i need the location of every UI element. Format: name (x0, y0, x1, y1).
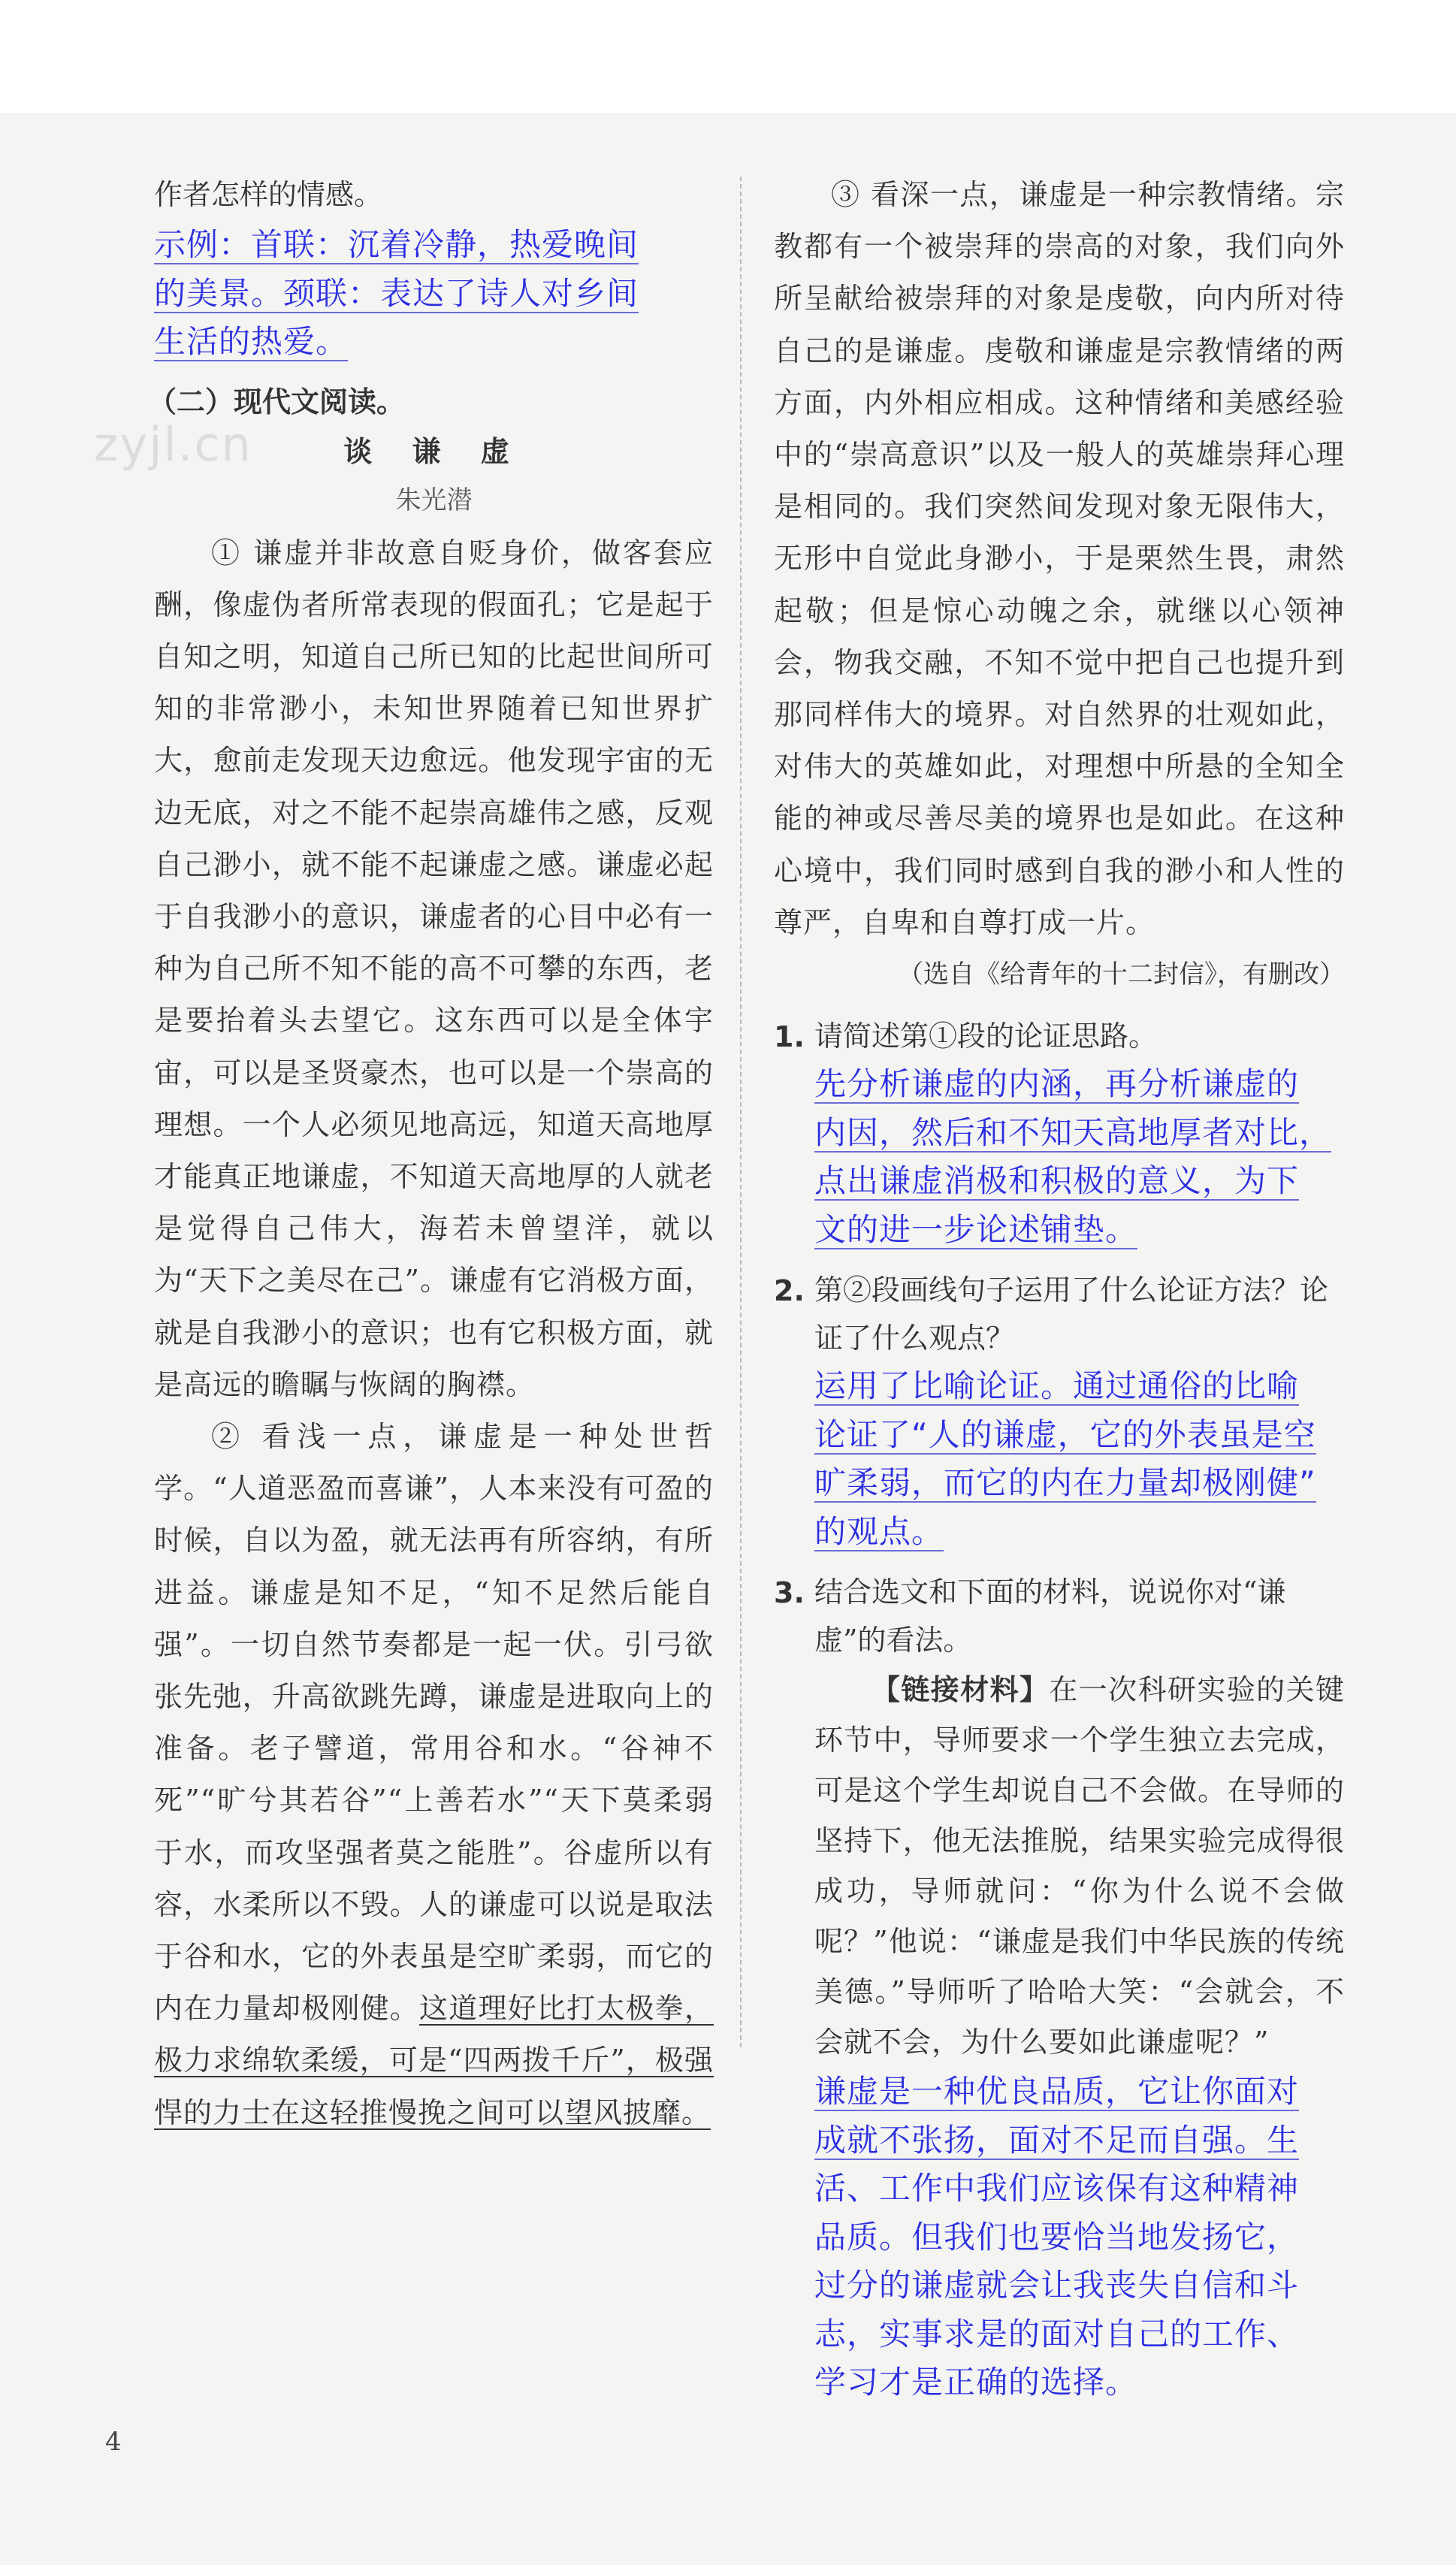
question-text: 第②段画线句子运用了什么论证方法？论证了什么观点？ (814, 1273, 1329, 1355)
answer-line: 学习才是正确的选择。 (814, 2364, 1138, 2401)
essay-title: 谈 谦 虚 (343, 434, 524, 468)
answer-line: 的美景。颈联：表达了诗人对乡间 (154, 274, 639, 312)
answer-line: 运用了比喻论证。通过通俗的比喻 (814, 1367, 1300, 1405)
example-answer (154, 221, 714, 367)
paragraph-2 (154, 1411, 714, 2139)
paragraph-3: ③ 看深一点，谦虚是一种宗教情绪。宗教都有一个被崇拜的崇高的对象，我们向外所呈献给被崇拜的对象是虔敬，向内所对待自己的是谦虚。虔敬和谦虚是宗教情绪的两方面，内外相应相成。这种情绪和美感经验中的“崇高意识”以及一般人的英雄崇拜心理是相同的。我们突然间发现对象无限伟大，无形中自觉此身渺小，于是栗然生畏，肃然起敬；但是惊心动魄之余，就继以心领神会，物我交融，不知不觉中把自己也提升到那同样伟大的境界。对自然界的壮观如此，对伟大的英雄如此，对理想中所悬的全知全能的神或尽善尽美的境界也是如此。在这种心境中，我们同时感到自我的渺小和人性的尊严，自卑和自尊打成一片。 (774, 178, 1345, 939)
question-number: 3. (774, 1576, 805, 1610)
left-column (148, 169, 714, 2139)
answer-line: 的观点。 (814, 1512, 944, 1550)
answer-line: 生活的热爱。 (154, 323, 349, 360)
answer-line: 品质。但我们也要恰当地发扬它， (814, 2218, 1300, 2255)
paragraph-1: ① 谦虚并非故意自贬身价，做客套应酬，像虚伪者所常表现的假面孔；它是起于自知之明，知道自己所已知的比起世间所可知的非常渺小，未知世界随着已知世界扩大，愈前走发现天边愈远。他发现宇宙的无边无底，对之不能不起崇高雄伟之感，反观自己渺小，就不能不起谦虚之感。谦虚必起于自我渺小的意识，谦虚者的心目中必有一种为自己所不知不能的高不可攀的东西，老是要抬着头去望它。这东西可以是全体宇宙，可以是圣贤豪杰，也可以是一个崇高的理想。一个人必须见地高远，知道天高地厚才能真正地谦虚，不知道天高地厚的人就老是觉得自己伟大，海若未曾望洋，就以为“天下之美尽在己”。谦虚有它消极方面，就是自我渺小的意识；也有它积极方面，就是高远的瞻瞩与恢阔的胸襟。 (154, 536, 714, 1401)
answer-line: 论证了“人的谦虚，它的外表虽是空 (814, 1415, 1316, 1453)
underlined-sentence: 这道理好比打太极拳，极力求绵软柔缓，可是“四两拨千斤”，极强悍的力士在这轻推慢挽之间可以望风披靡。 (154, 1992, 714, 2129)
watermark: zyjl.cn (94, 417, 252, 472)
question-2 (774, 1266, 1345, 1556)
page-top-band (0, 0, 1456, 113)
question-text: 请简述第①段的论证思路。 (814, 1020, 1158, 1053)
answer-line: 志，实事求是的面对自己的工作、 (814, 2315, 1300, 2352)
answer-line: 活、工作中我们应该保有这种精神 (814, 2170, 1300, 2207)
question-number: 2. (774, 1274, 805, 1308)
answer-line: 内因，然后和不知天高地厚者对比， (814, 1113, 1332, 1151)
question-text: 结合选文和下面的材料，说说你对“谦虚”的看法。 (814, 1576, 1286, 1657)
material-label: 【链接材料】 (871, 1672, 1050, 1707)
question-number: 1. (774, 1020, 805, 1054)
question-3 (774, 1568, 1345, 2407)
essay-author: 朱光潜 (395, 485, 473, 515)
column-divider (740, 177, 742, 2047)
intro-line: 作者怎样的情感。 (154, 178, 383, 211)
page-number: 4 (105, 2427, 122, 2457)
linked-material (814, 1664, 1345, 2068)
paragraph-2-text: ② 看浅一点，谦虚是一种处世哲学。“人道恶盈而喜谦”，人本来没有可盈的时候，自以为盈，就无法再有所容纳，有所进益。谦虚是知不足，“知不足然后能自强”。一切自然节奏都是一起一伏。引弓欲张先弛，升高欲跳先蹲，谦虚是进取向上的准备。老子譬道，常用谷和水。“谷神不死”“旷兮其若谷”“上善若水”“天下莫柔弱于水，而攻坚强者莫之能胜”。谷虚所以有容，水柔所以不毁。人的谦虚可以说是取法于谷和水，它的外表虽是空旷柔弱，而它的内在力量却极刚健。 (154, 1419, 714, 2026)
answer-line: 先分析谦虚的内涵，再分析谦虚的 (814, 1065, 1300, 1103)
answer-line: 点出谦虚消极和积极的意义，为下 (814, 1162, 1300, 1200)
answer-line: 旷柔弱，而它的内在力量却极刚健” (814, 1464, 1316, 1502)
material-text: 在一次科研实验的关键环节中，导师要求一个学生独立去完成，可是这个学生却说自己不会做。在导师的坚持下，他无法推脱，结果实验完成得很成功，导师就问：“你为什么说不会做呢？”他说：“谦虚是我们中华民族的传统美德。”导师听了哈哈大笑：“会就会，不会就不会，为什么要如此谦虚呢？” (814, 1673, 1345, 2059)
answer-line: 文的进一步论述铺垫。 (814, 1210, 1138, 1248)
answer-line: 谦虚是一种优良品质，它让你面对 (814, 2073, 1300, 2110)
answer-line: 成就不张扬，面对不足而自强。生 (814, 2121, 1300, 2159)
source-citation: （选自《给青年的十二封信》，有删改） (898, 959, 1345, 990)
right-column (774, 169, 1345, 2407)
question-1 (774, 1012, 1345, 1254)
section-heading: （二）现代文阅读。 (148, 385, 406, 418)
answer-line: 过分的谦虚就会让我丧失自信和斗 (814, 2267, 1300, 2304)
answer-line: 示例：首联：沉着冷静，热爱晚间 (154, 226, 639, 263)
